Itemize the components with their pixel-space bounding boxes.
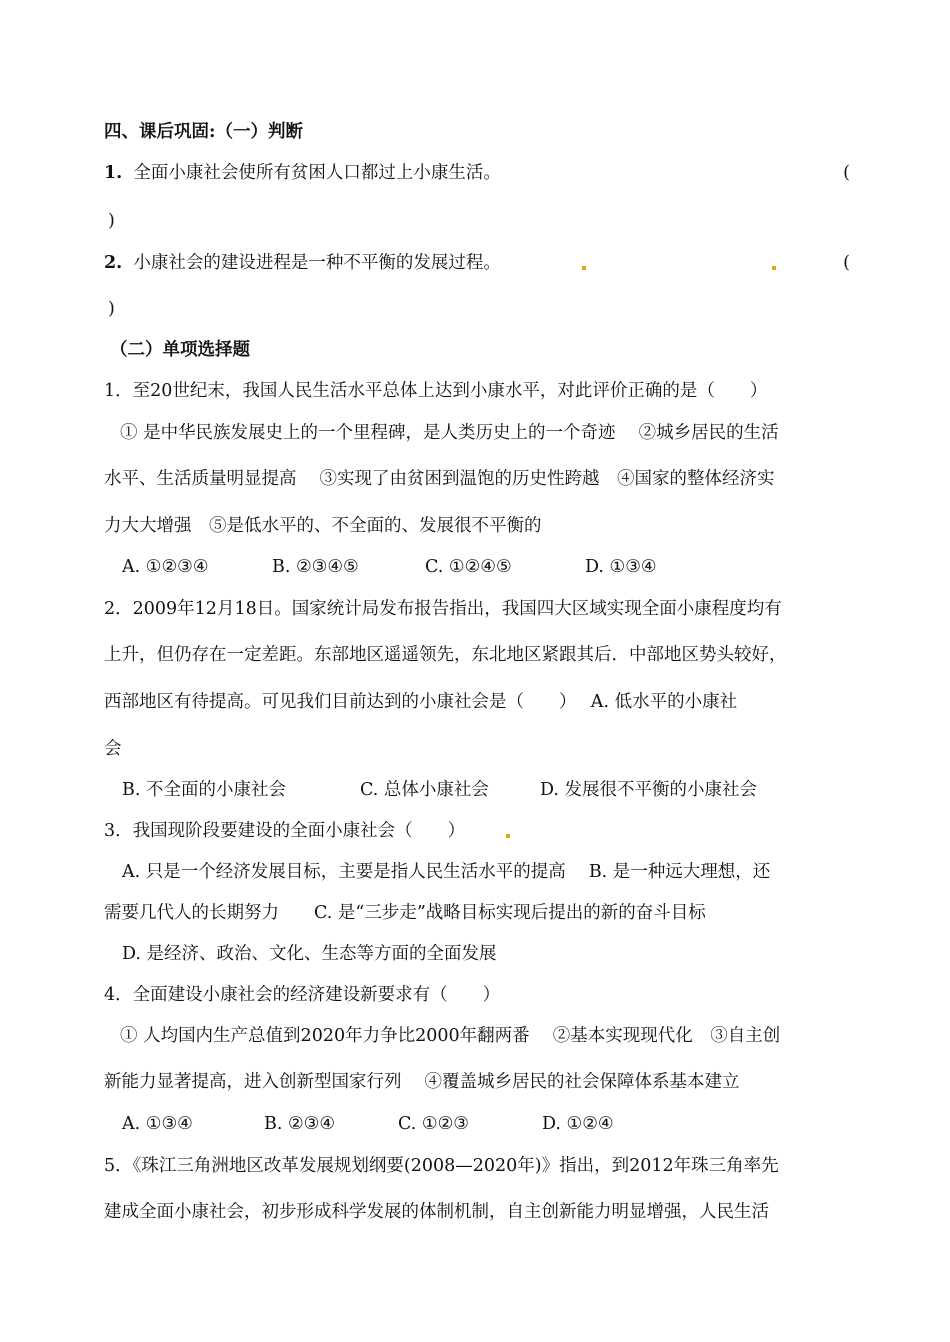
q1-option-d: D. ①③④ xyxy=(585,557,657,577)
q1-option-c: C. ①②④⑤ xyxy=(425,557,512,577)
q2-line-3: 西部地区有待提高。可见我们目前达到的小康社会是（ ） A. 低水平的小康社 xyxy=(104,692,738,712)
q3-line-1: A. 只是一个经济发展目标，主要是指人民生活水平的提高 B. 是一种远大理想，还 xyxy=(122,862,771,882)
q4-option-b: B. ②③④ xyxy=(264,1114,336,1134)
q2-line-2: 上升，但仍存在一定差距。东部地区遥遥领先，东北地区紧跟其后．中部地区势头较好， xyxy=(104,645,787,665)
q1-stem: 1．至20世纪末，我国人民生活水平总体上达到小康水平，对此评价正确的是（ ） xyxy=(104,381,768,401)
judge-1-text: 全面小康社会使所有贫困人口都过上小康生活。 xyxy=(133,163,501,183)
q2-option-d: D. 发展很不平衡的小康社会 xyxy=(540,780,758,800)
judge-item-2 xyxy=(104,250,850,276)
section-title: 四、课后巩固:（一）判断 xyxy=(104,122,303,142)
q1-options xyxy=(122,554,850,580)
highlight-dot xyxy=(772,266,776,270)
q1-option-b: B. ②③④⑤ xyxy=(272,557,359,577)
judge-2-text: 小康社会的建设进程是一种不平衡的发展过程。 xyxy=(133,253,501,273)
q3-stem: 3．我国现阶段要建设的全面小康社会（ ） xyxy=(104,821,466,841)
choice-section-title: （二）单项选择题 xyxy=(110,340,250,360)
q1-option-a: A. ①②③④ xyxy=(122,557,209,577)
q1-statement-line-2: 水平、生活质量明显提高 ③实现了由贫困到温饱的历史性跨越 ④国家的整体经济实 xyxy=(104,469,775,489)
q3-line-3: D. 是经济、政治、文化、生态等方面的全面发展 xyxy=(122,944,497,964)
q4-option-c: C. ①②③ xyxy=(398,1114,469,1134)
q2-line-4: 会 xyxy=(104,739,122,759)
q2-option-b: B. 不全面的小康社会 xyxy=(122,780,286,800)
highlight-dot xyxy=(582,266,586,270)
q2-options xyxy=(122,777,850,803)
judge-1-close-paren: ) xyxy=(108,211,115,231)
highlight-dot xyxy=(506,834,510,838)
q5-line-2: 建成全面小康社会，初步形成科学发展的体制机制，自主创新能力明显增强，人民生活 xyxy=(104,1202,769,1222)
q4-option-d: D. ①②④ xyxy=(542,1114,614,1134)
judge-2-close-paren: ) xyxy=(108,299,115,319)
q4-stem: 4．全面建设小康社会的经济建设新要求有（ ） xyxy=(104,985,501,1005)
q4-statement-line-2: 新能力显著提高，进入创新型国家行列 ④覆盖城乡居民的社会保障体系基本建立 xyxy=(104,1072,740,1092)
q5-line-1: 5．《珠江三角洲地区改革发展规划纲要(2008—2020年)》指出，到2012年珠三角率先 xyxy=(104,1156,779,1176)
judge-item-1 xyxy=(104,160,850,186)
q1-statement-line-1: ① 是中华民族发展史上的一个里程碑，是人类历史上的一个奇迹 ②城乡居民的生活 xyxy=(120,423,779,443)
q2-line-1: 2．2009年12月18日。国家统计局发布报告指出，我国四大区域实现全面小康程度均有 xyxy=(104,599,782,619)
q1-statement-line-3: 力大大增强 ⑤是低水平的、不全面的、发展很不平衡的 xyxy=(104,516,542,536)
judge-2-number: 2. xyxy=(104,253,123,273)
judge-1-number: 1. xyxy=(104,163,123,183)
judge-2-open-paren: ( xyxy=(843,253,850,273)
q2-option-c: C. 总体小康社会 xyxy=(360,780,489,800)
judge-1-open-paren: ( xyxy=(843,163,850,183)
q4-option-a: A. ①③④ xyxy=(122,1114,193,1134)
q3-line-2: 需要几代人的长期努力 C. 是“三步走”战略目标实现后提出的新的奋斗目标 xyxy=(104,903,706,923)
q4-statement-line-1: ① 人均国内生产总值到2020年力争比2000年翻两番 ②基本实现现代化 ③自主创 xyxy=(120,1026,781,1046)
q4-options xyxy=(122,1111,850,1137)
